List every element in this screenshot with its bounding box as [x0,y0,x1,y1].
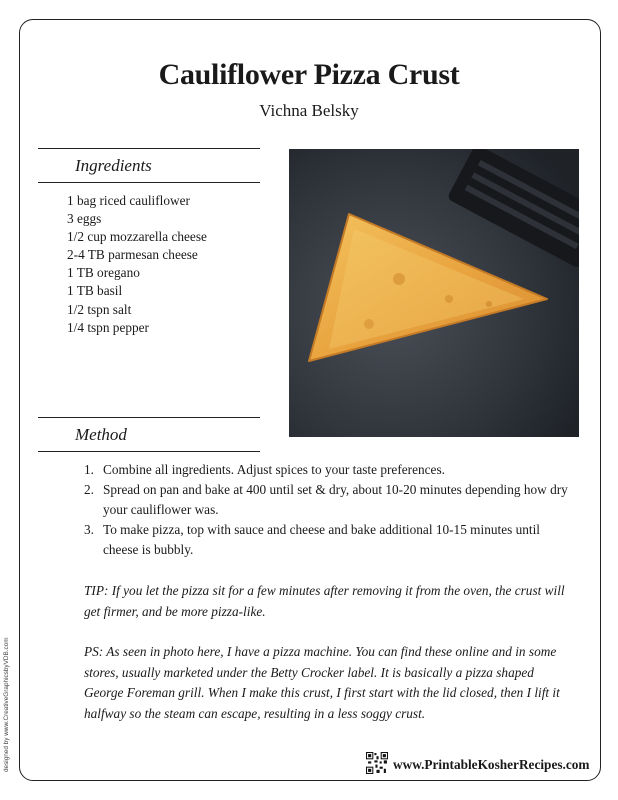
step-number: 3. [84,522,94,537]
ingredient-item: 3 eggs [67,211,102,227]
ingredient-item: 1/2 cup mozzarella cheese [67,229,207,245]
designer-credit [3,632,15,772]
recipe-photo [289,149,579,437]
ingredients-list [67,192,207,337]
ingredient-item: 1 TB oregano [67,265,140,281]
ingredients-heading: Ingredients [75,156,152,175]
step-number: 2. [84,482,94,497]
method-step [84,520,574,560]
method-step [84,460,574,480]
step-text: Combine all ingredients. Adjust spices to your taste preferences. [103,462,445,477]
method-steps [84,460,574,560]
designer-credit-text: designed by www.CreativeGraphicsbyVDB.com [3,637,10,772]
ingredient-item: 1/4 tspn pepper [67,319,149,335]
pizza-crust-image [289,149,579,437]
website-link[interactable]: www.PrintableKosherRecipes.com [393,757,590,772]
ingredient-item: 1 bag riced cauliflower [67,193,190,208]
step-text: Spread on pan and bake at 400 until set & dry, about 10-20 minutes depending how dry your cauliflower was. [103,482,568,517]
recipe-author: Vichna Belsky [259,101,359,120]
ingredient-item: 2-4 TB parmesan cheese [67,247,198,263]
ps-note: PS: As seen in photo here, I have a pizza machine. You can find these online and in some stores, usually marketed under the Betty Crocker label. It is basically a pizza shaped George Foreman grill. When I make this crust, I first start with the lid closed, then I lift it halfway so the steam can escape, resulting in a less soggy crust. [84,644,560,721]
method-heading: Method [75,425,127,444]
recipe-title: Cauliflower Pizza Crust [158,58,460,91]
divider [38,417,260,418]
ingredient-item: 1 TB basil [67,283,123,299]
qr-code-icon [366,752,388,774]
divider [38,182,260,183]
divider [38,148,260,149]
method-step [84,480,574,520]
tip-note: TIP: If you let the pizza sit for a few minutes after removing it from the oven, the crust will get firmer, and be more pizza-like. [84,583,565,619]
step-text: To make pizza, top with sauce and cheese and bake additional 10-15 minutes until cheese is bubbly. [103,522,540,557]
step-number: 1. [84,462,94,477]
ingredient-item: 1/2 tspn salt [67,301,132,317]
divider [38,451,260,452]
